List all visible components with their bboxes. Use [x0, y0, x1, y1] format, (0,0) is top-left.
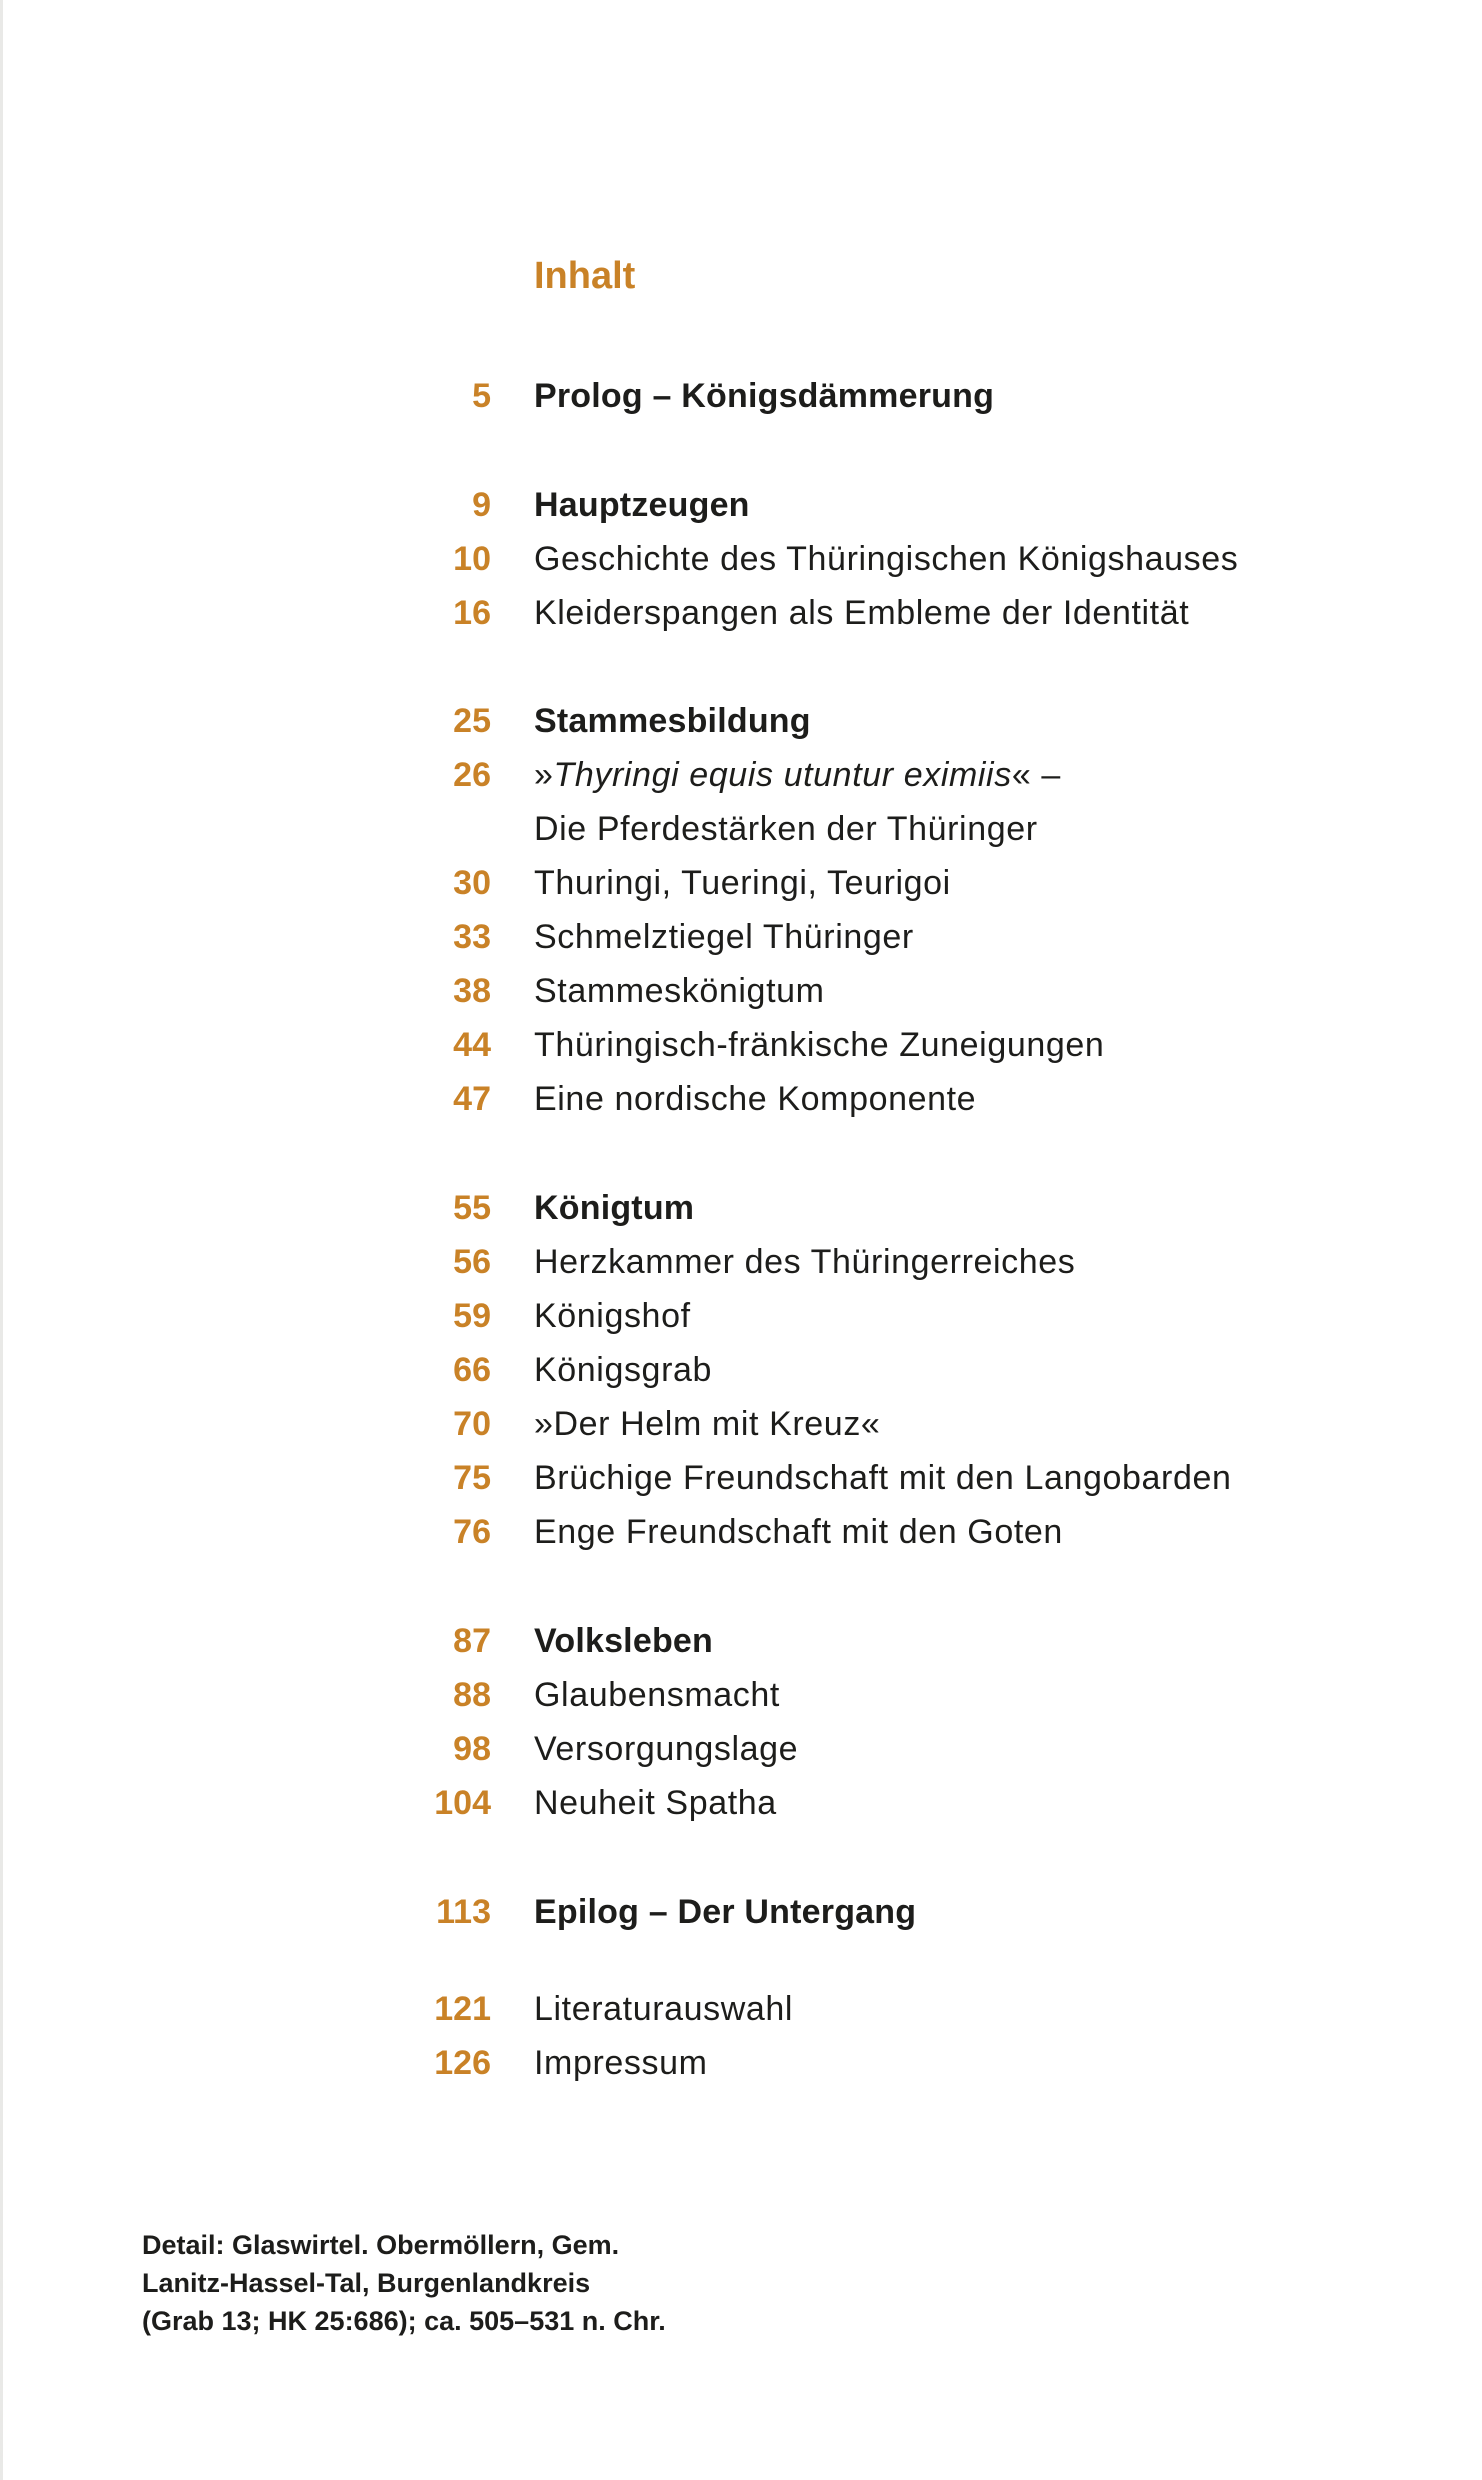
- toc-entry[interactable]: [0, 856, 1482, 910]
- chapter-title: Impressum: [534, 2044, 708, 2082]
- section-title: Epilog – Der Untergang: [534, 1893, 917, 1931]
- section-title: Volksleben: [534, 1622, 713, 1660]
- page-number: 38: [453, 972, 491, 1010]
- section-title: Stammesbildung: [534, 702, 811, 740]
- page-number: 55: [453, 1189, 491, 1227]
- chapter-title: Brüchige Freundschaft mit den Langobarden: [534, 1459, 1232, 1497]
- toc-entry-prolog[interactable]: [0, 369, 1482, 423]
- page-number: 30: [453, 864, 491, 902]
- page-number: 26: [453, 756, 491, 794]
- page-number: 5: [472, 377, 491, 415]
- page-number: 88: [453, 1676, 491, 1714]
- chapter-title: Literaturauswahl: [534, 1990, 794, 2028]
- toc-entry[interactable]: [0, 748, 1482, 802]
- chapter-title: Herzkammer des Thüringerreiches: [534, 1243, 1076, 1281]
- chapter-title: Schmelztiegel Thüringer: [534, 918, 914, 956]
- page-number: 87: [453, 1622, 491, 1660]
- toc-entry-koenigtum[interactable]: [0, 1181, 1482, 1235]
- page-number: 75: [453, 1459, 491, 1497]
- toc-entry[interactable]: [0, 1343, 1482, 1397]
- page-number: 126: [434, 2044, 491, 2082]
- chapter-title: »Der Helm mit Kreuz«: [534, 1405, 881, 1443]
- page-number: 10: [453, 540, 491, 578]
- caption-line: Detail: Glaswirtel. Obermöllern, Gem.: [142, 2230, 620, 2260]
- caption-line: (Grab 13; HK 25:686); ca. 505–531 n. Chr.: [142, 2306, 666, 2336]
- caption-line: Lanitz-Hassel-Tal, Burgenlandkreis: [142, 2268, 591, 2298]
- page-number: 33: [453, 918, 491, 956]
- toc-entry-epilog[interactable]: [0, 1885, 1482, 1939]
- page-number: 121: [434, 1990, 491, 2028]
- page-number: 47: [453, 1080, 491, 1118]
- page-number: 66: [453, 1351, 491, 1389]
- toc-entry-continuation[interactable]: [0, 802, 1482, 856]
- toc-entry[interactable]: [0, 1505, 1482, 1559]
- page-number: 113: [436, 1893, 491, 1931]
- page-number: 16: [453, 594, 491, 632]
- chapter-title: Enge Freundschaft mit den Goten: [534, 1513, 1063, 1551]
- chapter-title: [534, 748, 1061, 802]
- quote-close: « –: [1011, 756, 1061, 794]
- page-number: 44: [453, 1026, 491, 1064]
- quote-open: »: [534, 756, 554, 794]
- toc-entry-stammesbildung[interactable]: [0, 694, 1482, 748]
- chapter-title: Geschichte des Thüringischen Königshauses: [534, 540, 1239, 578]
- toc-entry[interactable]: [0, 1018, 1482, 1072]
- toc-entry[interactable]: [0, 532, 1482, 586]
- chapter-title: Thüringisch-fränkische Zuneigungen: [534, 1026, 1105, 1064]
- page-number: 98: [453, 1730, 491, 1768]
- toc-entry[interactable]: [0, 1072, 1482, 1126]
- toc-entry[interactable]: [0, 1776, 1482, 1830]
- chapter-title: Versorgungslage: [534, 1730, 799, 1768]
- page-number: 76: [453, 1513, 491, 1551]
- page-number: 9: [472, 486, 491, 524]
- chapter-title: Königsgrab: [534, 1351, 713, 1389]
- section-title: Hauptzeugen: [534, 486, 750, 524]
- page-number: 59: [453, 1297, 491, 1335]
- section-title: Königtum: [534, 1189, 695, 1227]
- latin-quote: Thyringi equis utuntur eximiis: [553, 756, 1012, 794]
- chapter-title: Glaubensmacht: [534, 1676, 780, 1714]
- page-number: 25: [453, 702, 491, 740]
- toc-entry-impressum[interactable]: [0, 2036, 1482, 2090]
- toc-entry[interactable]: [0, 964, 1482, 1018]
- chapter-title: Stammeskönigtum: [534, 972, 825, 1010]
- toc-entry[interactable]: [0, 1668, 1482, 1722]
- chapter-title: Neuheit Spatha: [534, 1784, 777, 1822]
- toc-entry-volksleben[interactable]: [0, 1614, 1482, 1668]
- toc-entry[interactable]: [0, 1397, 1482, 1451]
- section-title: Prolog – Königsdämmerung: [534, 377, 995, 415]
- toc-entry[interactable]: [0, 1289, 1482, 1343]
- toc-entry[interactable]: [0, 1722, 1482, 1776]
- chapter-title: Kleiderspangen als Embleme der Identität: [534, 594, 1190, 632]
- chapter-title: Königshof: [534, 1297, 691, 1335]
- toc-entry[interactable]: [0, 1451, 1482, 1505]
- page-number: 70: [453, 1405, 491, 1443]
- chapter-title: Eine nordische Komponente: [534, 1080, 977, 1118]
- toc-entry[interactable]: [0, 586, 1482, 640]
- chapter-title: Thuringi, Tueringi, Teurigoi: [534, 864, 951, 902]
- toc-entry[interactable]: [0, 910, 1482, 964]
- toc-entry[interactable]: [0, 1235, 1482, 1289]
- image-caption: [142, 2226, 666, 2340]
- toc-entry-hauptzeugen[interactable]: [0, 478, 1482, 532]
- toc-heading: Inhalt: [534, 255, 636, 297]
- page-number: 56: [453, 1243, 491, 1281]
- chapter-title-line2: Die Pferdestärken der Thüringer: [534, 810, 1038, 848]
- toc-entry-literatur[interactable]: [0, 1982, 1482, 2036]
- page-number: 104: [434, 1784, 491, 1822]
